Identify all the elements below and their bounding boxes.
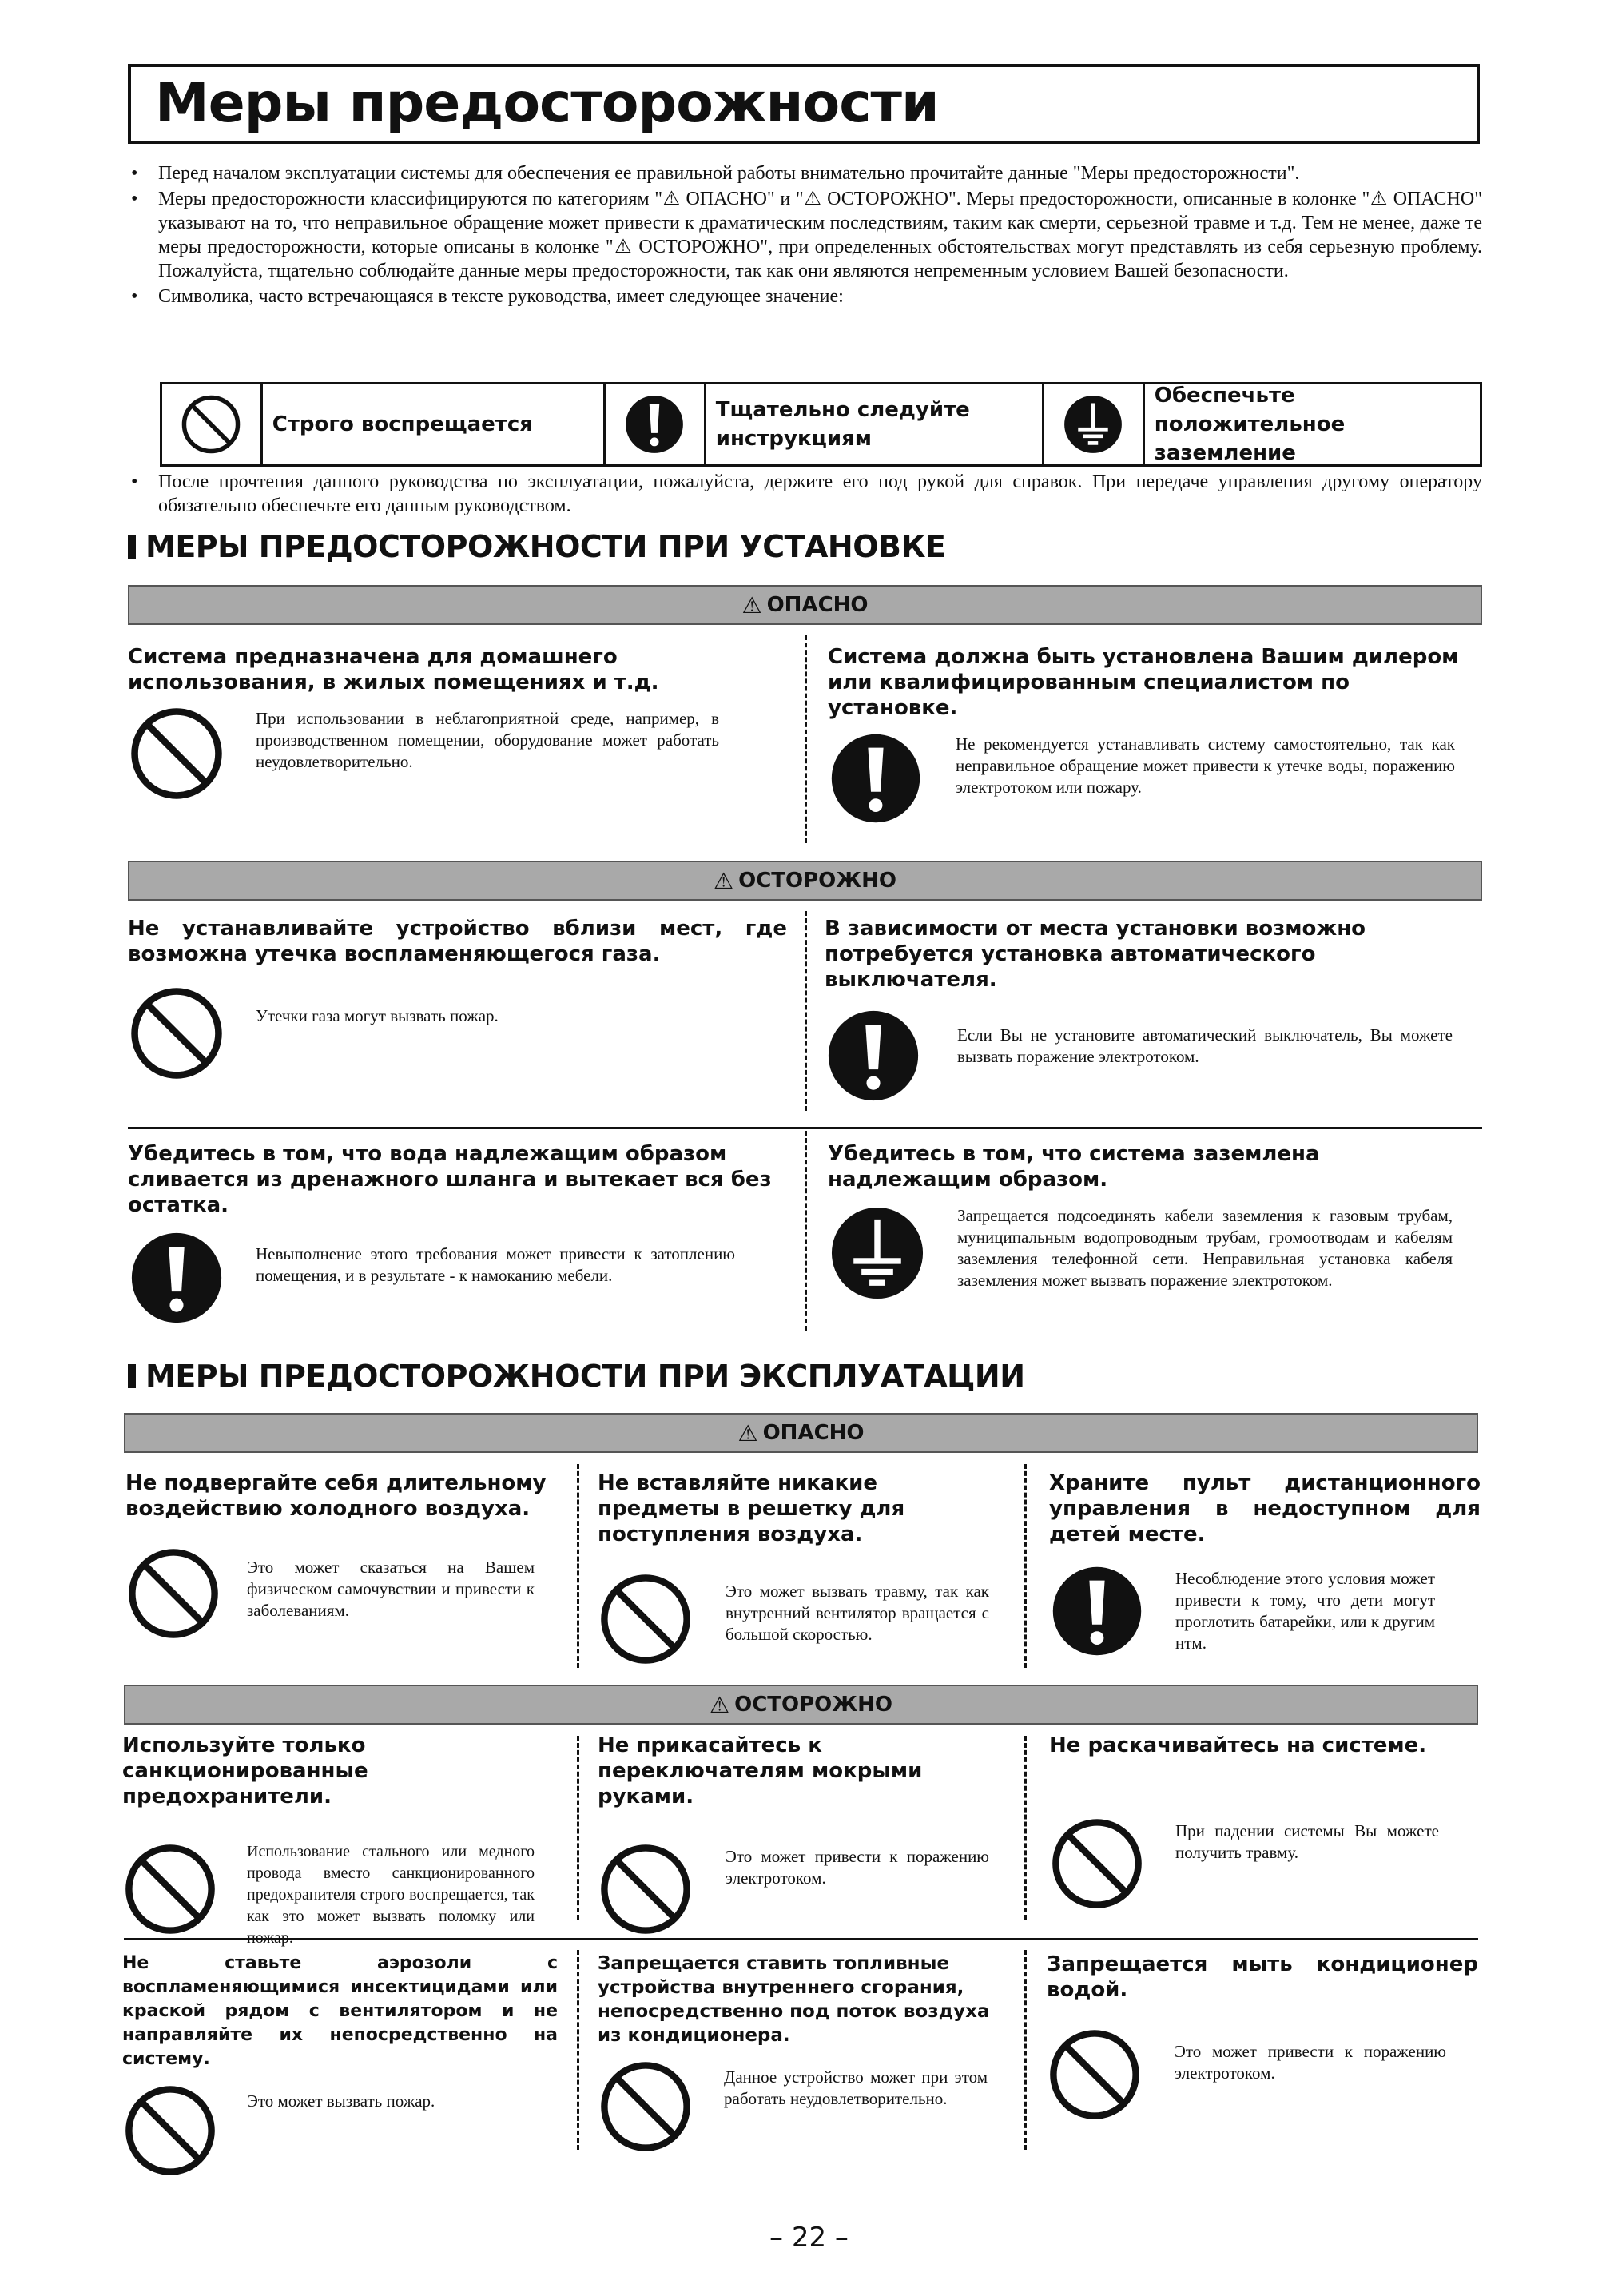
page-title: Меры предосторожности xyxy=(155,72,939,135)
precaution-text: Утечки газа могут вызвать пожар. xyxy=(256,1006,499,1025)
prohibited-icon xyxy=(125,1546,221,1645)
section-heading-text: МЕРЫ ПРЕДОСТОРОЖНОСТИ ПРИ ЭКСПЛУАТАЦИИ xyxy=(145,1359,1025,1394)
precaution-heading: Храните пульт дистанционного управления в недоступном для детей месте. xyxy=(1049,1471,1481,1546)
band-label: ОСТОРОЖНО xyxy=(738,869,896,893)
column-divider xyxy=(1024,1464,1027,1668)
precaution-text: Это может вызвать травму, так как внутренний вентилятор вращается с большой скоростью. xyxy=(726,1582,989,1644)
precaution-text: Это может привести к поражению электротоком. xyxy=(726,1847,989,1888)
precaution-text: Если Вы не установите автоматический выключатель, Вы можете вызвать поражение электротоком. xyxy=(957,1025,1453,1066)
intro-bullet: • Перед началом эксплуатации системы для обеспечения ее правильной работы внимательно прочитайте данные "Меры предосторожности". xyxy=(128,161,1482,185)
intro-text xyxy=(128,161,1482,310)
mandatory-icon xyxy=(606,384,706,464)
prohibited-icon xyxy=(598,1841,694,1941)
precaution-heading: Убедитесь в том, что система заземлена надлежащим образом. xyxy=(828,1142,1320,1192)
band-label: ОПАСНО xyxy=(766,593,869,617)
intro-after-table xyxy=(128,470,1482,519)
symbol-label: Строго воспрещается xyxy=(263,384,606,464)
column-divider xyxy=(805,1131,807,1331)
precaution-item xyxy=(828,644,1483,830)
prohibited-icon xyxy=(162,384,263,464)
precaution-heading: Убедитесь в том, что вода надлежащим образом сливается из дренажного шланга и вытекает вся без остатка. xyxy=(128,1142,772,1217)
precaution-text: Это может сказаться на Вашем физическом самочувствии и привести к заболеваниям. xyxy=(247,1558,535,1620)
column-divider xyxy=(1024,1950,1027,2150)
precaution-item xyxy=(128,644,787,806)
ground-icon xyxy=(1044,384,1145,464)
precaution-item xyxy=(598,1470,1005,1671)
precaution-item xyxy=(825,916,1484,1108)
prohibited-icon xyxy=(1049,1816,1145,1916)
prohibited-icon xyxy=(128,705,225,806)
warning-triangle-icon: ⚠ xyxy=(741,591,762,619)
column-divider xyxy=(577,1736,579,1920)
precaution-item xyxy=(125,1470,561,1645)
intro-bullet: • После прочтения данного руководства по эксплуатации, пожалуйста, держите его под рукой для справок. При передаче управления другому оператору обязательно обеспечьте его данным руководством. xyxy=(128,470,1482,518)
caution-band xyxy=(128,861,1482,901)
warning-triangle-icon: ⚠ xyxy=(714,867,734,894)
precaution-text: Это может привести к поражению электротоком. xyxy=(1175,2042,1446,2083)
precaution-item xyxy=(598,1733,1005,1941)
prohibited-icon xyxy=(598,2059,694,2159)
prohibited-icon xyxy=(1047,2027,1143,2127)
precaution-heading: Система должна быть установлена Вашим дилером или квалифицированным специалистом по установке. xyxy=(828,645,1459,720)
prohibited-icon xyxy=(598,1571,694,1671)
danger-band xyxy=(128,585,1482,625)
mandatory-icon xyxy=(128,1229,225,1331)
prohibited-icon xyxy=(128,985,225,1086)
precaution-heading: Не устанавливайте устройство вблизи мест, где возможна утечка воспламеняющегося газа. xyxy=(128,917,787,966)
prohibited-icon xyxy=(122,1841,218,1941)
column-divider xyxy=(577,1464,579,1668)
precaution-heading: Не ставьте аэрозоли с воспламеняющимися инсектицидами или краской рядом с вентилятором и не направляйте их непосредственно на систему. xyxy=(122,1953,558,2069)
band-label: ОСТОРОЖНО xyxy=(734,1693,892,1717)
warning-triangle-icon: ⚠ xyxy=(737,1419,758,1446)
mandatory-icon xyxy=(1049,1563,1145,1663)
precaution-heading: В зависимости от места установки возможно потребуется установка автоматического выключателя. xyxy=(825,917,1366,992)
section-heading-installation xyxy=(128,529,946,564)
precaution-item xyxy=(828,1141,1483,1307)
precaution-item xyxy=(598,1952,1001,2159)
precaution-text: Это может вызвать пожар. xyxy=(247,2091,435,2111)
precaution-text: Невыполнение этого требования может привести к затоплению помещения, и в результате - к намоканию мебели. xyxy=(256,1244,735,1285)
section-heading-operation xyxy=(128,1359,1025,1394)
band-label: ОПАСНО xyxy=(762,1421,865,1445)
precaution-item xyxy=(1049,1733,1481,1916)
intro-bullet: • Меры предосторожности классифицируются по категориям "⚠ ОПАСНО" и "⚠ ОСТОРОЖНО". Меры предосторожности, описанные в колонке "⚠ ОПАСНО" указывают на то, что неправильное обращение может привести к драматическим последствиям, таким как смерти, серьезной травме и т.д. Тем не менее, даже те меры предосторожности, которые описаны в колонке "⚠ ОСТОРОЖНО", при определенных обстоятельствах могут представлять из себя серьезную проблему. Пожалуйста, тщательно соблюдайте данные меры предосторожности, так как они являются непременным условием Вашей безопасности. xyxy=(128,187,1482,283)
precaution-heading: Не прикасайтесь к переключателям мокрыми руками. xyxy=(598,1733,923,1809)
danger-band xyxy=(124,1413,1478,1453)
precaution-heading: Используйте только санкционированные предохранители. xyxy=(122,1733,368,1809)
precaution-item xyxy=(128,1141,787,1331)
column-divider xyxy=(577,1950,579,2150)
warning-triangle-icon: ⚠ xyxy=(710,1691,730,1718)
intro-bullet: • Символика, часто встречающаяся в тексте руководства, имеет следующее значение: xyxy=(128,285,1482,308)
mandatory-icon xyxy=(828,730,924,830)
precaution-item xyxy=(1047,1952,1478,2127)
precaution-text: Запрещается подсоединять кабели заземления к газовым трубам, муниципальным водопроводным трубам, громоотводам и кабелям заземления телефонной сети. Неправильная установка кабеля заземления может вызвать поражение электротоком. xyxy=(957,1206,1453,1290)
precaution-item xyxy=(122,1733,562,1949)
mandatory-icon xyxy=(825,1007,922,1108)
precaution-heading: Запрещается ставить топливные устройства внутреннего сгорания, непосредственно под поток воздуха из кондиционера. xyxy=(598,1953,990,2046)
column-divider xyxy=(805,911,807,1111)
symbol-label: Тщательно следуйте инструкциям xyxy=(706,384,1044,464)
precaution-text: При падении системы Вы можете получить травму. xyxy=(1175,1821,1439,1862)
precaution-heading: Система предназначена для домашнего использования, в жилых помещениях и т.д. xyxy=(128,645,659,694)
precaution-text: Данное устройство может при этом работать неудовлетворительно. xyxy=(724,2067,988,2108)
symbol-label: Обеспечьте положительное заземление xyxy=(1154,384,1346,465)
precaution-item xyxy=(122,1952,558,2183)
precaution-heading: Не вставляйте никакие предметы в решетку для поступления воздуха. xyxy=(598,1471,905,1546)
column-divider xyxy=(1024,1736,1027,1920)
page-number: – 22 – xyxy=(769,2222,849,2254)
ground-icon xyxy=(828,1204,927,1307)
precaution-heading: Не раскачивайтесь на системе. xyxy=(1049,1733,1427,1757)
prohibited-icon xyxy=(122,2083,218,2183)
caution-band xyxy=(124,1685,1478,1725)
title-box xyxy=(128,64,1480,144)
precaution-text: Несоблюдение этого условия может привести к тому, что дети могут проглотить батарейки, или к другим нтм. xyxy=(1175,1569,1435,1653)
precaution-text: Не рекомендуется устанавливать систему самостоятельно, так как неправильное обращение может привести к утечке воды, поражению электротоком или пожару. xyxy=(956,734,1455,797)
precaution-text: При использовании в неблагоприятной среде, например, в производственном помещении, оборудование может работать неудовлетворительно. xyxy=(256,709,719,771)
section-heading-text: МЕРЫ ПРЕДОСТОРОЖНОСТИ ПРИ УСТАНОВКЕ xyxy=(145,529,946,564)
section-divider xyxy=(124,1938,1478,1940)
precaution-item xyxy=(128,916,787,1086)
precaution-heading: Не подвергайте себя длительному воздействию холодного воздуха. xyxy=(125,1471,547,1521)
precaution-heading: Запрещается мыть кондиционер водой. xyxy=(1047,1952,1478,2002)
precaution-item xyxy=(1049,1470,1481,1663)
section-divider xyxy=(128,1127,1482,1129)
symbol-legend-table xyxy=(160,382,1482,467)
precaution-text: Использование стального или медного провода вместо санкционированного предохранителя строго воспрещается, так как это может вызвать поломку или пожар. xyxy=(247,1843,535,1947)
column-divider xyxy=(805,635,807,843)
